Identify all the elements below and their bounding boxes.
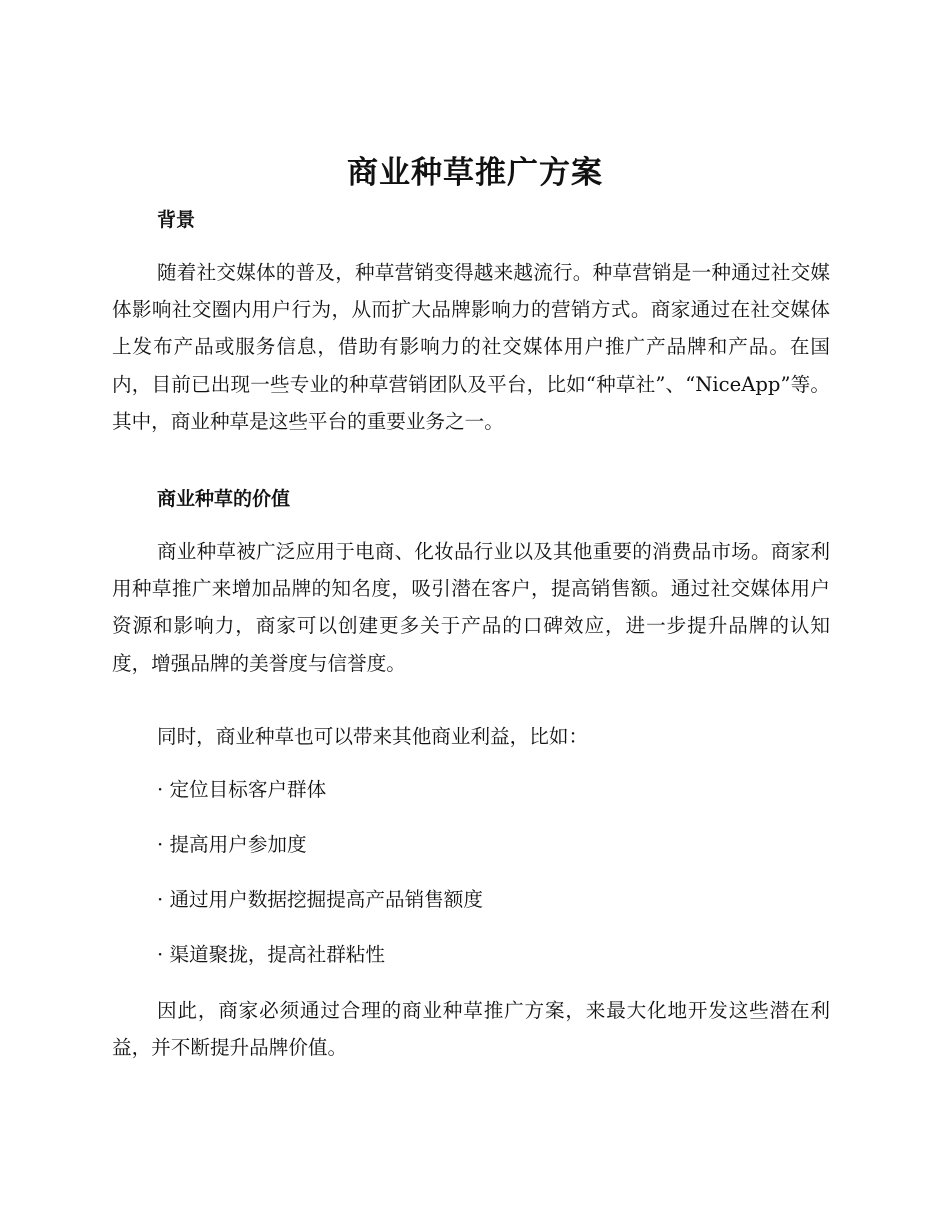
bullet-item: · 渠道聚拢，提高社群粘性: [157, 943, 385, 966]
section-heading-background: 背景: [157, 209, 196, 231]
bullet-item: · 提高用户参加度: [157, 833, 307, 856]
document-title: 商业种草推广方案: [347, 155, 603, 191]
benefits-intro-paragraph: 同时，商业种草也可以带来其他商业利益，比如：: [157, 725, 589, 748]
section-heading-value: 商业种草的价值: [157, 488, 291, 510]
value-paragraph: 商业种草被广泛应用于电商、化妆品行业以及其他重要的消费品市场。商家利用种草推广来增加品牌的知名度，吸引潜在客户，提高销售额。通过社交媒体用户资源和影响力，商家可以创建更多关于产品的口碑效应，进一步提升品牌的认知度，增强品牌的美誉度与信誉度。: [112, 540, 830, 675]
closing-paragraph: 因此，商家必须通过合理的商业种草推广方案，来最大化地开发这些潜在利益，并不断提升品牌价值。: [112, 999, 830, 1060]
bullet-item: · 定位目标客户群体: [157, 778, 327, 801]
bullet-item: · 通过用户数据挖掘提高产品销售额度: [157, 888, 483, 911]
background-paragraph: 随着社交媒体的普及，种草营销变得越来越流行。种草营销是一种通过社交媒体影响社交圈内用户行为，从而扩大品牌影响力的营销方式。商家通过在社交媒体上发布产品或服务信息，借助有影响力的社交媒体用户推广产品牌和产品。在国内，目前已出现一些专业的种草营销团队及平台，比如“种草社”、“NiceApp”等。其中，商业种草是这些平台的重要业务之一。: [112, 261, 830, 433]
